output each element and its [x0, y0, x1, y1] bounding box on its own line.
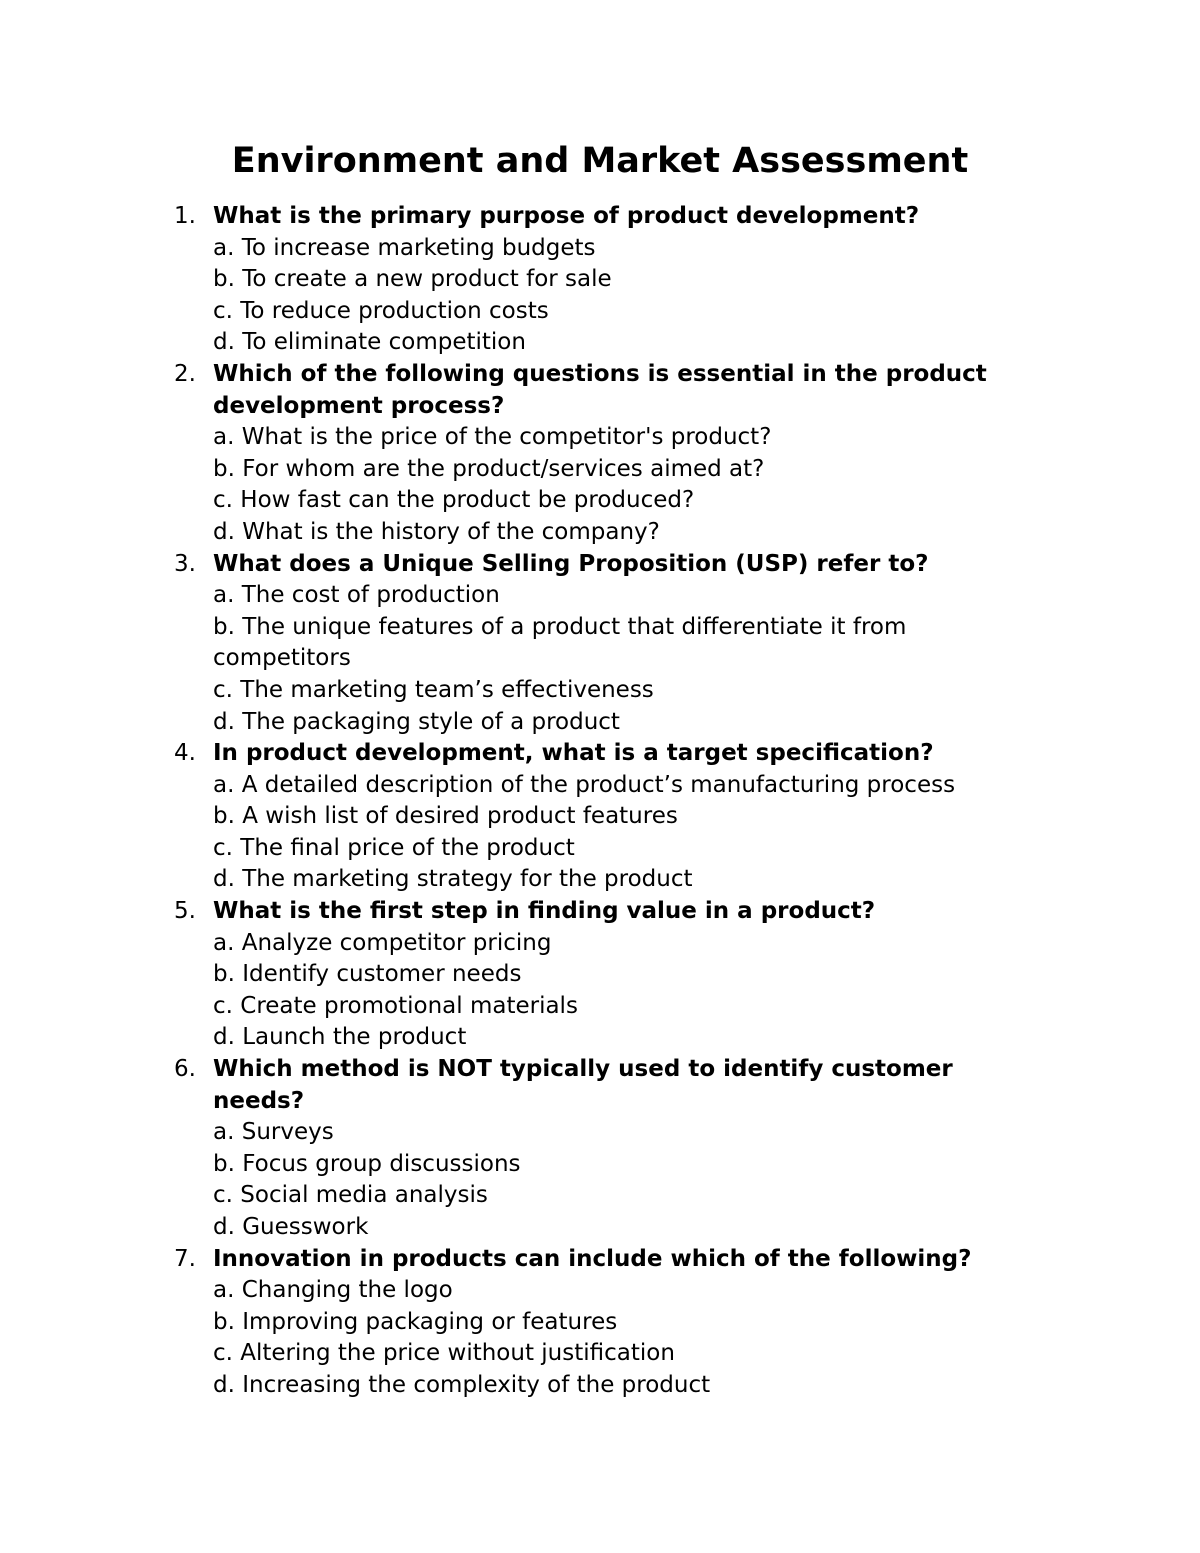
- question-number: 3.: [174, 550, 196, 577]
- answer-option: d. Guesswork: [213, 1214, 369, 1240]
- question-text: What is the first step in finding value in a product?: [213, 898, 876, 925]
- answer-option: c. To reduce production costs: [213, 297, 549, 324]
- question-item: [0, 359, 1200, 549]
- option-list: [0, 928, 1200, 1054]
- page-title: Environment and Market Assessment: [231, 141, 969, 181]
- answer-option: b. Focus group discussions: [213, 1150, 521, 1177]
- answer-option: d. What is the history of the company?: [213, 518, 660, 545]
- answer-option: a. Surveys: [213, 1119, 334, 1146]
- answer-option: c. Create promotional materials: [213, 992, 578, 1019]
- option-list: [0, 1117, 1200, 1243]
- question-number: 6.: [174, 1056, 196, 1083]
- option-list: [0, 770, 1200, 896]
- option-list: [0, 580, 1200, 738]
- question-item: [0, 549, 1200, 739]
- question-number: 4.: [174, 740, 196, 767]
- answer-option: a. What is the price of the competitor's product?: [213, 424, 772, 451]
- question-item: [0, 1054, 1200, 1244]
- question-item: [0, 201, 1200, 359]
- question-item: [0, 738, 1200, 896]
- answer-option: b. A wish list of desired product features: [213, 803, 678, 830]
- answer-option: a. A detailed description of the product’s manufacturing process: [213, 771, 956, 798]
- question-number: 2.: [174, 360, 196, 387]
- question-number: 1.: [174, 203, 196, 229]
- answer-option: d. The packaging style of a product: [213, 708, 620, 735]
- answer-option: d. Launch the product: [213, 1024, 467, 1051]
- answer-option: b. The unique features of a product that differentiate it from competitors: [213, 613, 907, 672]
- answer-option: b. To create a new product for sale: [213, 266, 612, 293]
- answer-option: a. Changing the logo: [213, 1277, 453, 1304]
- answer-option: c. Altering the price without justification: [213, 1340, 675, 1367]
- answer-option: c. The marketing team’s effectiveness: [213, 676, 654, 703]
- answer-option: a. Analyze competitor pricing: [213, 929, 552, 956]
- answer-option: c. The final price of the product: [213, 834, 575, 861]
- question-item: [0, 1244, 1200, 1402]
- answer-option: b. Identify customer needs: [213, 961, 522, 988]
- question-text: What is the primary purpose of product development?: [213, 203, 920, 229]
- question-text: Which method is NOT typically used to identify customer needs?: [213, 1056, 953, 1114]
- question-list: [0, 201, 1200, 1402]
- question-text: Innovation in products can include which of the following?: [213, 1245, 972, 1272]
- answer-option: a. The cost of production: [213, 582, 500, 609]
- option-list: [0, 233, 1200, 359]
- question-text: In product development, what is a target specification?: [213, 740, 934, 767]
- option-list: [0, 1275, 1200, 1401]
- answer-option: a. To increase marketing budgets: [213, 234, 596, 261]
- option-list: [0, 422, 1200, 548]
- question-number: 7.: [174, 1245, 196, 1272]
- answer-option: d. To eliminate competition: [213, 329, 526, 356]
- question-text: What does a Unique Selling Proposition (USP) refer to?: [213, 550, 929, 577]
- answer-option: d. The marketing strategy for the product: [213, 866, 693, 893]
- answer-option: c. How fast can the product be produced?: [213, 487, 695, 514]
- question-number: 5.: [174, 898, 196, 925]
- answer-option: b. For whom are the product/services aimed at?: [213, 455, 765, 482]
- question-text: Which of the following questions is essential in the product development process?: [213, 360, 987, 419]
- answer-option: b. Improving packaging or features: [213, 1308, 618, 1335]
- answer-option: d. Increasing the complexity of the product: [213, 1371, 711, 1398]
- answer-option: c. Social media analysis: [213, 1182, 488, 1209]
- question-item: [0, 896, 1200, 1054]
